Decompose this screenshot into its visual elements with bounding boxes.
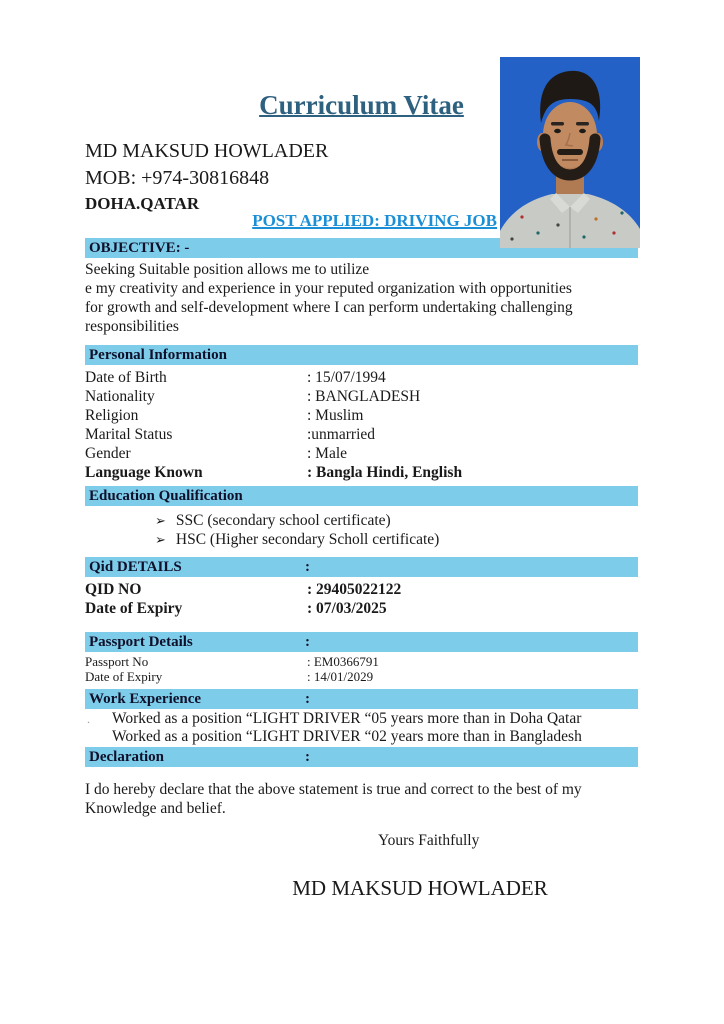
- mobile-number: MOB: +974-30816848: [85, 167, 270, 189]
- personal-info-row: Nationality : BANGLADESH: [85, 388, 421, 405]
- personal-info-row: Marital Status :unmarried: [85, 426, 376, 443]
- arrow-bullet-icon: ➢: [155, 532, 166, 547]
- section-header-qid-details: Qid DETAILS :: [85, 557, 638, 577]
- portrait-illustration: [500, 57, 640, 248]
- education-item: ➢ HSC (Higher secondary Scholl certificate): [155, 531, 440, 548]
- work-experience-item: Worked as a position “LIGHT DRIVER “05 years more than in Doha Qatar: [112, 710, 582, 727]
- objective-text-line: responsibilities: [85, 318, 179, 335]
- qid-row: Date of Expiry : 07/03/2025: [85, 600, 387, 617]
- declaration-text-line: I do hereby declare that the above statement is true and correct to the best of my: [85, 781, 582, 798]
- section-header-work-experience: Work Experience :: [85, 689, 638, 709]
- declaration-text-line: Knowledge and belief.: [85, 800, 226, 817]
- personal-info-row: Religion : Muslim: [85, 407, 364, 424]
- education-item: ➢ SSC (secondary school certificate): [155, 512, 391, 529]
- passport-row: Date of Expiry : 14/01/2029: [85, 669, 374, 684]
- objective-text-line: e my creativity and experience in your reputed organization with opportunities: [85, 280, 572, 297]
- applicant-photo: [500, 57, 640, 248]
- objective-text-line: for growth and self-development where I can perform undertaking challenging: [85, 299, 573, 316]
- section-header-passport-details: Passport Details :: [85, 632, 638, 652]
- closing-salutation: Yours Faithfully: [378, 832, 480, 849]
- work-experience-item: Worked as a position “LIGHT DRIVER “02 years more than in Bangladesh: [112, 728, 582, 745]
- section-header-education: Education Qualification: [85, 486, 638, 506]
- personal-info-row: Gender : Male: [85, 445, 348, 462]
- section-header-declaration: Declaration :: [85, 747, 638, 767]
- passport-row: Passport No : EM0366791: [85, 654, 379, 669]
- personal-info-row: Language Known : Bangla Hindi, English: [85, 464, 463, 481]
- section-header-objective: OBJECTIVE: -: [85, 238, 638, 258]
- arrow-bullet-icon: ➢: [155, 513, 166, 528]
- qid-row: QID NO : 29405022122: [85, 581, 402, 598]
- page-title: Curriculum Vitae: [259, 90, 464, 120]
- personal-info-row: Date of Birth : 15/07/1994: [85, 369, 386, 386]
- signature-name: MD MAKSUD HOWLADER: [292, 876, 548, 900]
- post-applied-heading: POST APPLIED: DRIVING JOB: [252, 211, 497, 230]
- applicant-name: MD MAKSUD HOWLADER: [85, 140, 329, 162]
- location: DOHA.QATAR: [85, 194, 200, 213]
- section-header-personal-information: Personal Information: [85, 345, 638, 365]
- objective-text-line: Seeking Suitable position allows me to utilize: [85, 261, 370, 278]
- stray-bullet-mark: .: [87, 712, 90, 726]
